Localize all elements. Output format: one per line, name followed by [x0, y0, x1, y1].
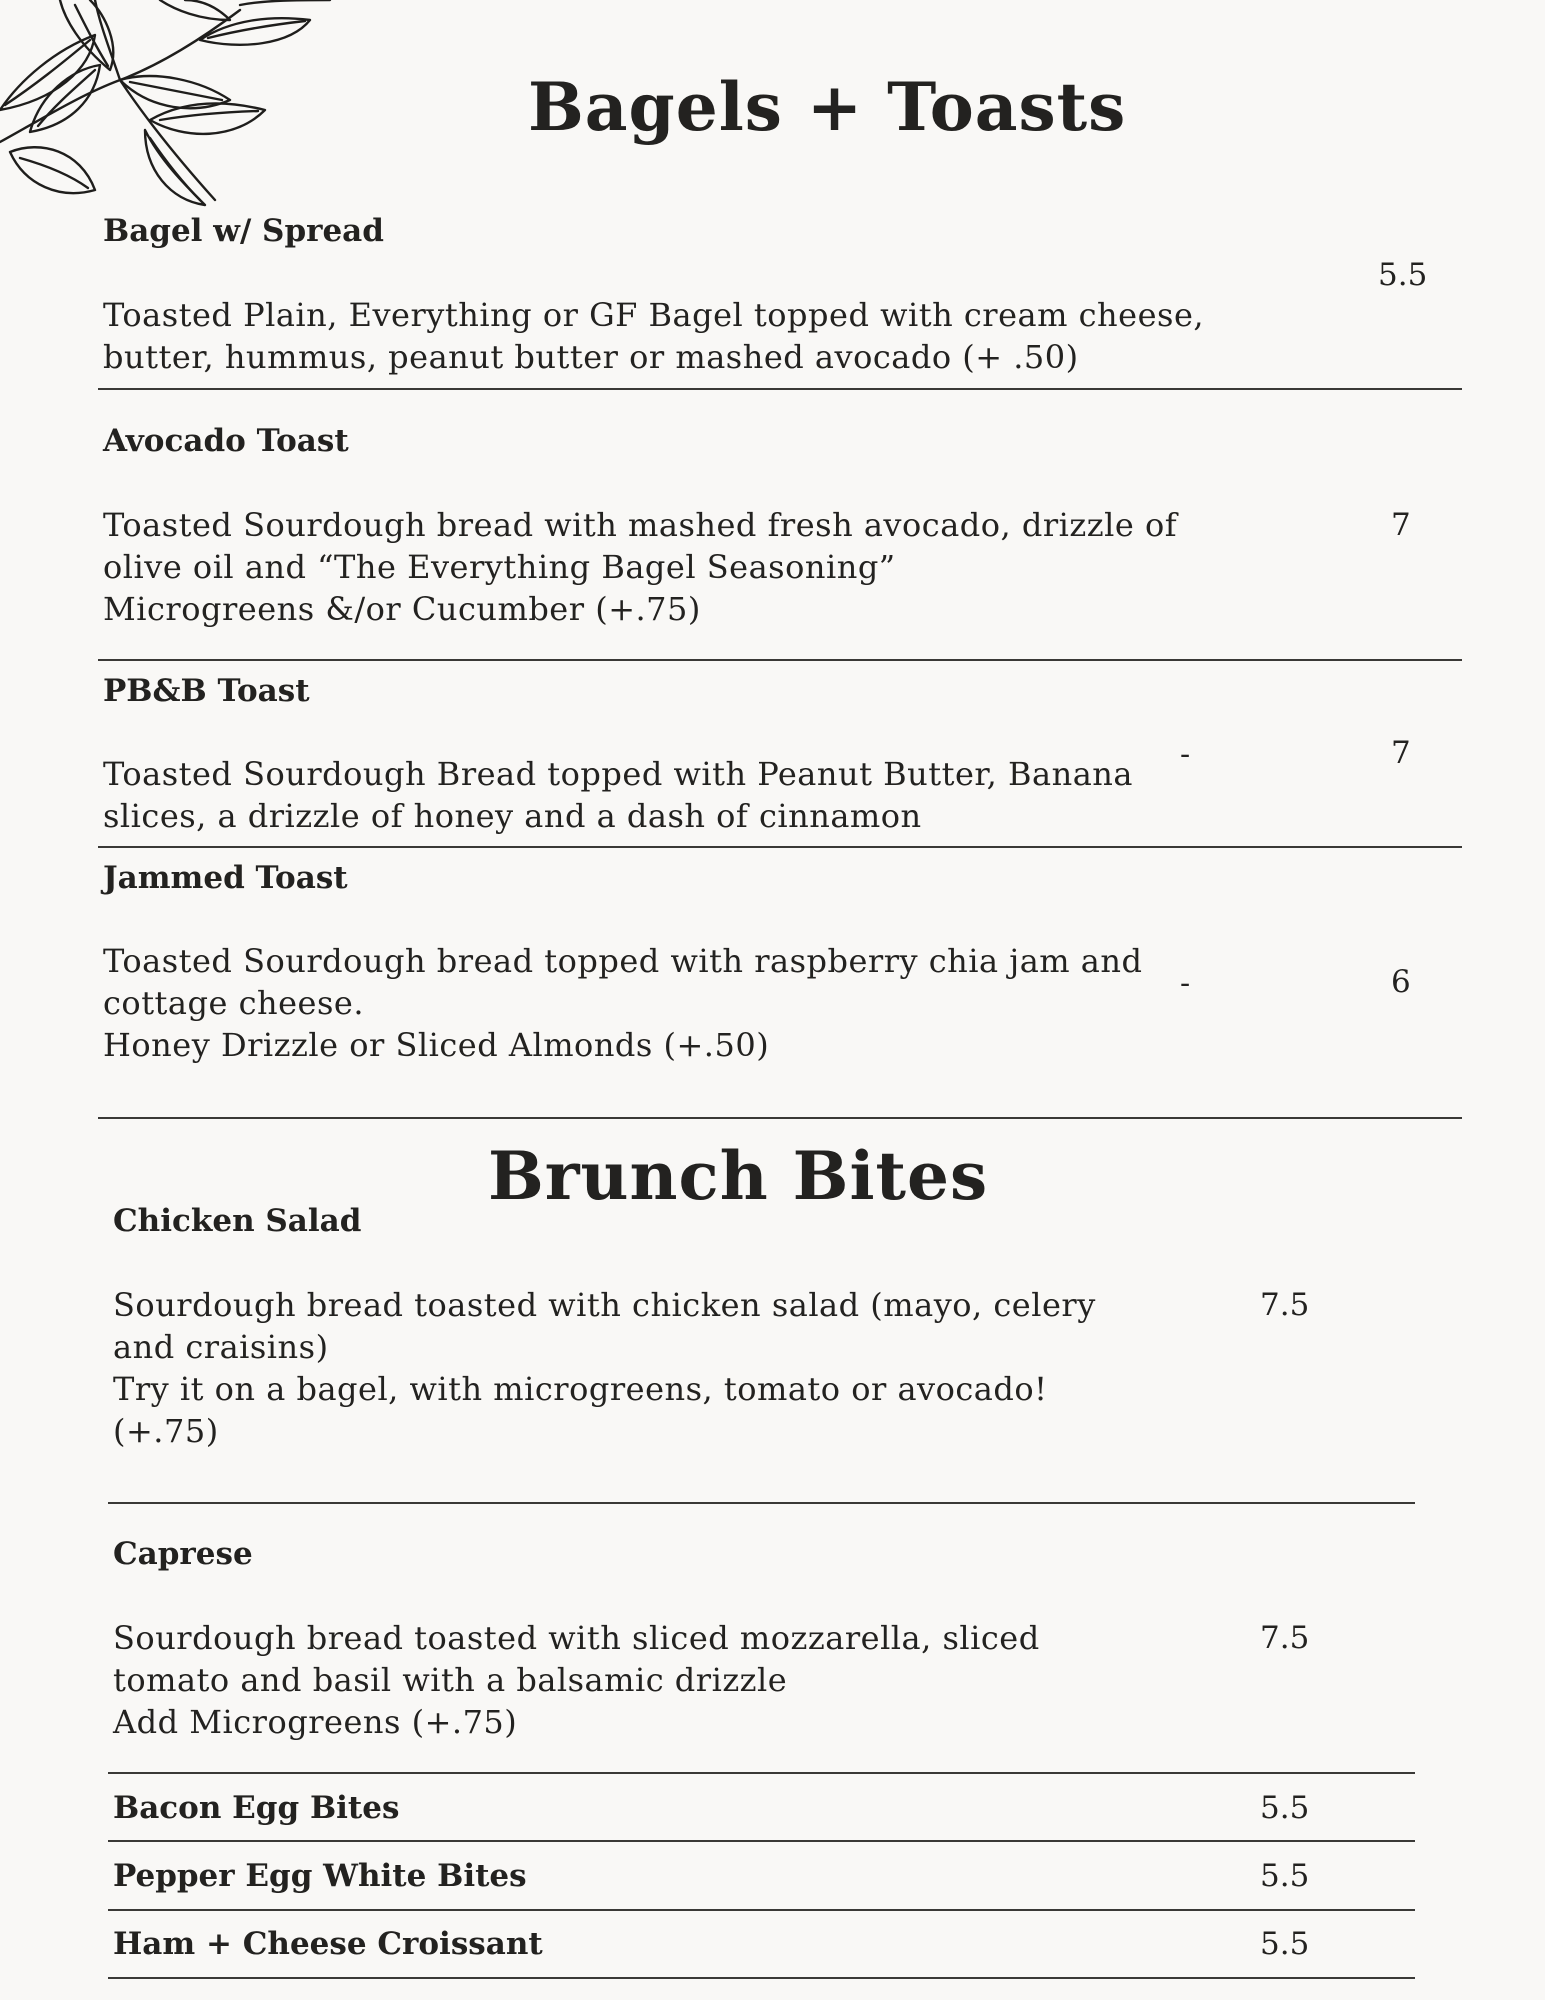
- item-description-line: cottage cheese.: [103, 984, 365, 1022]
- item-description-line: Microgreens &/or Cucumber (+.75): [103, 590, 701, 628]
- item-price: 5.5: [1260, 1858, 1310, 1894]
- item-name: Ham + Cheese Croissant: [113, 1926, 543, 1962]
- divider: [98, 388, 1462, 390]
- section-title-brunch-bites: Brunch Bites: [488, 1137, 989, 1215]
- item-description-line: and craisins): [113, 1328, 329, 1366]
- item-description: [113, 1617, 1040, 1743]
- item-description-line: butter, hummus, peanut butter or mashed avocado (+ .50): [103, 338, 1079, 376]
- item-description-line: Toasted Sourdough bread with mashed fresh avocado, drizzle of: [103, 506, 1178, 544]
- item-description-line: Sourdough bread toasted with chicken salad (mayo, celery: [113, 1286, 1096, 1324]
- item-price: 7: [1391, 735, 1411, 771]
- item-description-line: Honey Drizzle or Sliced Almonds (+.50): [103, 1026, 770, 1064]
- item-price: 7.5: [1260, 1620, 1310, 1656]
- item-price: 7: [1391, 507, 1411, 543]
- item-description-line: Sourdough bread toasted with sliced mozzarella, sliced: [113, 1619, 1040, 1657]
- divider: [108, 1840, 1415, 1842]
- divider: [108, 1502, 1415, 1504]
- divider: [98, 659, 1462, 661]
- item-description: [103, 294, 1204, 378]
- item-description-line: Try it on a bagel, with microgreens, tomato or avocado!: [113, 1370, 1048, 1408]
- item-name: Caprese: [113, 1536, 253, 1572]
- item-price: 5.5: [1260, 1926, 1310, 1962]
- divider: [98, 846, 1462, 848]
- item-price: 5.5: [1260, 1790, 1310, 1826]
- item-name: Jammed Toast: [103, 860, 348, 896]
- divider: [108, 1772, 1415, 1774]
- item-description-line: tomato and basil with a balsamic drizzle: [113, 1661, 788, 1699]
- item-description-line: olive oil and “The Everything Bagel Seasoning”: [103, 548, 896, 586]
- item-description-line: Add Microgreens (+.75): [113, 1703, 518, 1741]
- item-price: 6: [1391, 964, 1411, 1000]
- divider: [98, 1117, 1462, 1119]
- item-name: Chicken Salad: [113, 1203, 362, 1239]
- item-dash: -: [1180, 966, 1191, 1001]
- item-price: 7.5: [1260, 1287, 1310, 1323]
- item-description: [113, 1284, 1096, 1452]
- divider: [108, 1909, 1415, 1911]
- item-name: PB&B Toast: [103, 673, 310, 709]
- item-description-line: Toasted Sourdough bread topped with raspberry chia jam and: [103, 942, 1143, 980]
- item-name: Avocado Toast: [103, 423, 349, 459]
- item-description-line: (+.75): [113, 1412, 219, 1450]
- item-name: Bacon Egg Bites: [113, 1790, 400, 1826]
- item-name: Pepper Egg White Bites: [113, 1858, 527, 1894]
- item-description: [103, 753, 1133, 837]
- item-description: [103, 940, 1142, 1066]
- item-description-line: Toasted Sourdough Bread topped with Peanut Butter, Banana: [103, 755, 1133, 793]
- item-price: 5.5: [1378, 257, 1428, 293]
- divider: [108, 1977, 1415, 1979]
- item-description: [103, 504, 1177, 630]
- leaf-branch-icon: [0, 0, 340, 210]
- item-dash: -: [1180, 737, 1191, 772]
- item-description-line: slices, a drizzle of honey and a dash of cinnamon: [103, 797, 922, 835]
- item-description-line: Toasted Plain, Everything or GF Bagel topped with cream cheese,: [103, 296, 1205, 334]
- section-title-bagels-toasts: Bagels + Toasts: [528, 68, 1127, 146]
- item-name: Bagel w/ Spread: [103, 213, 384, 249]
